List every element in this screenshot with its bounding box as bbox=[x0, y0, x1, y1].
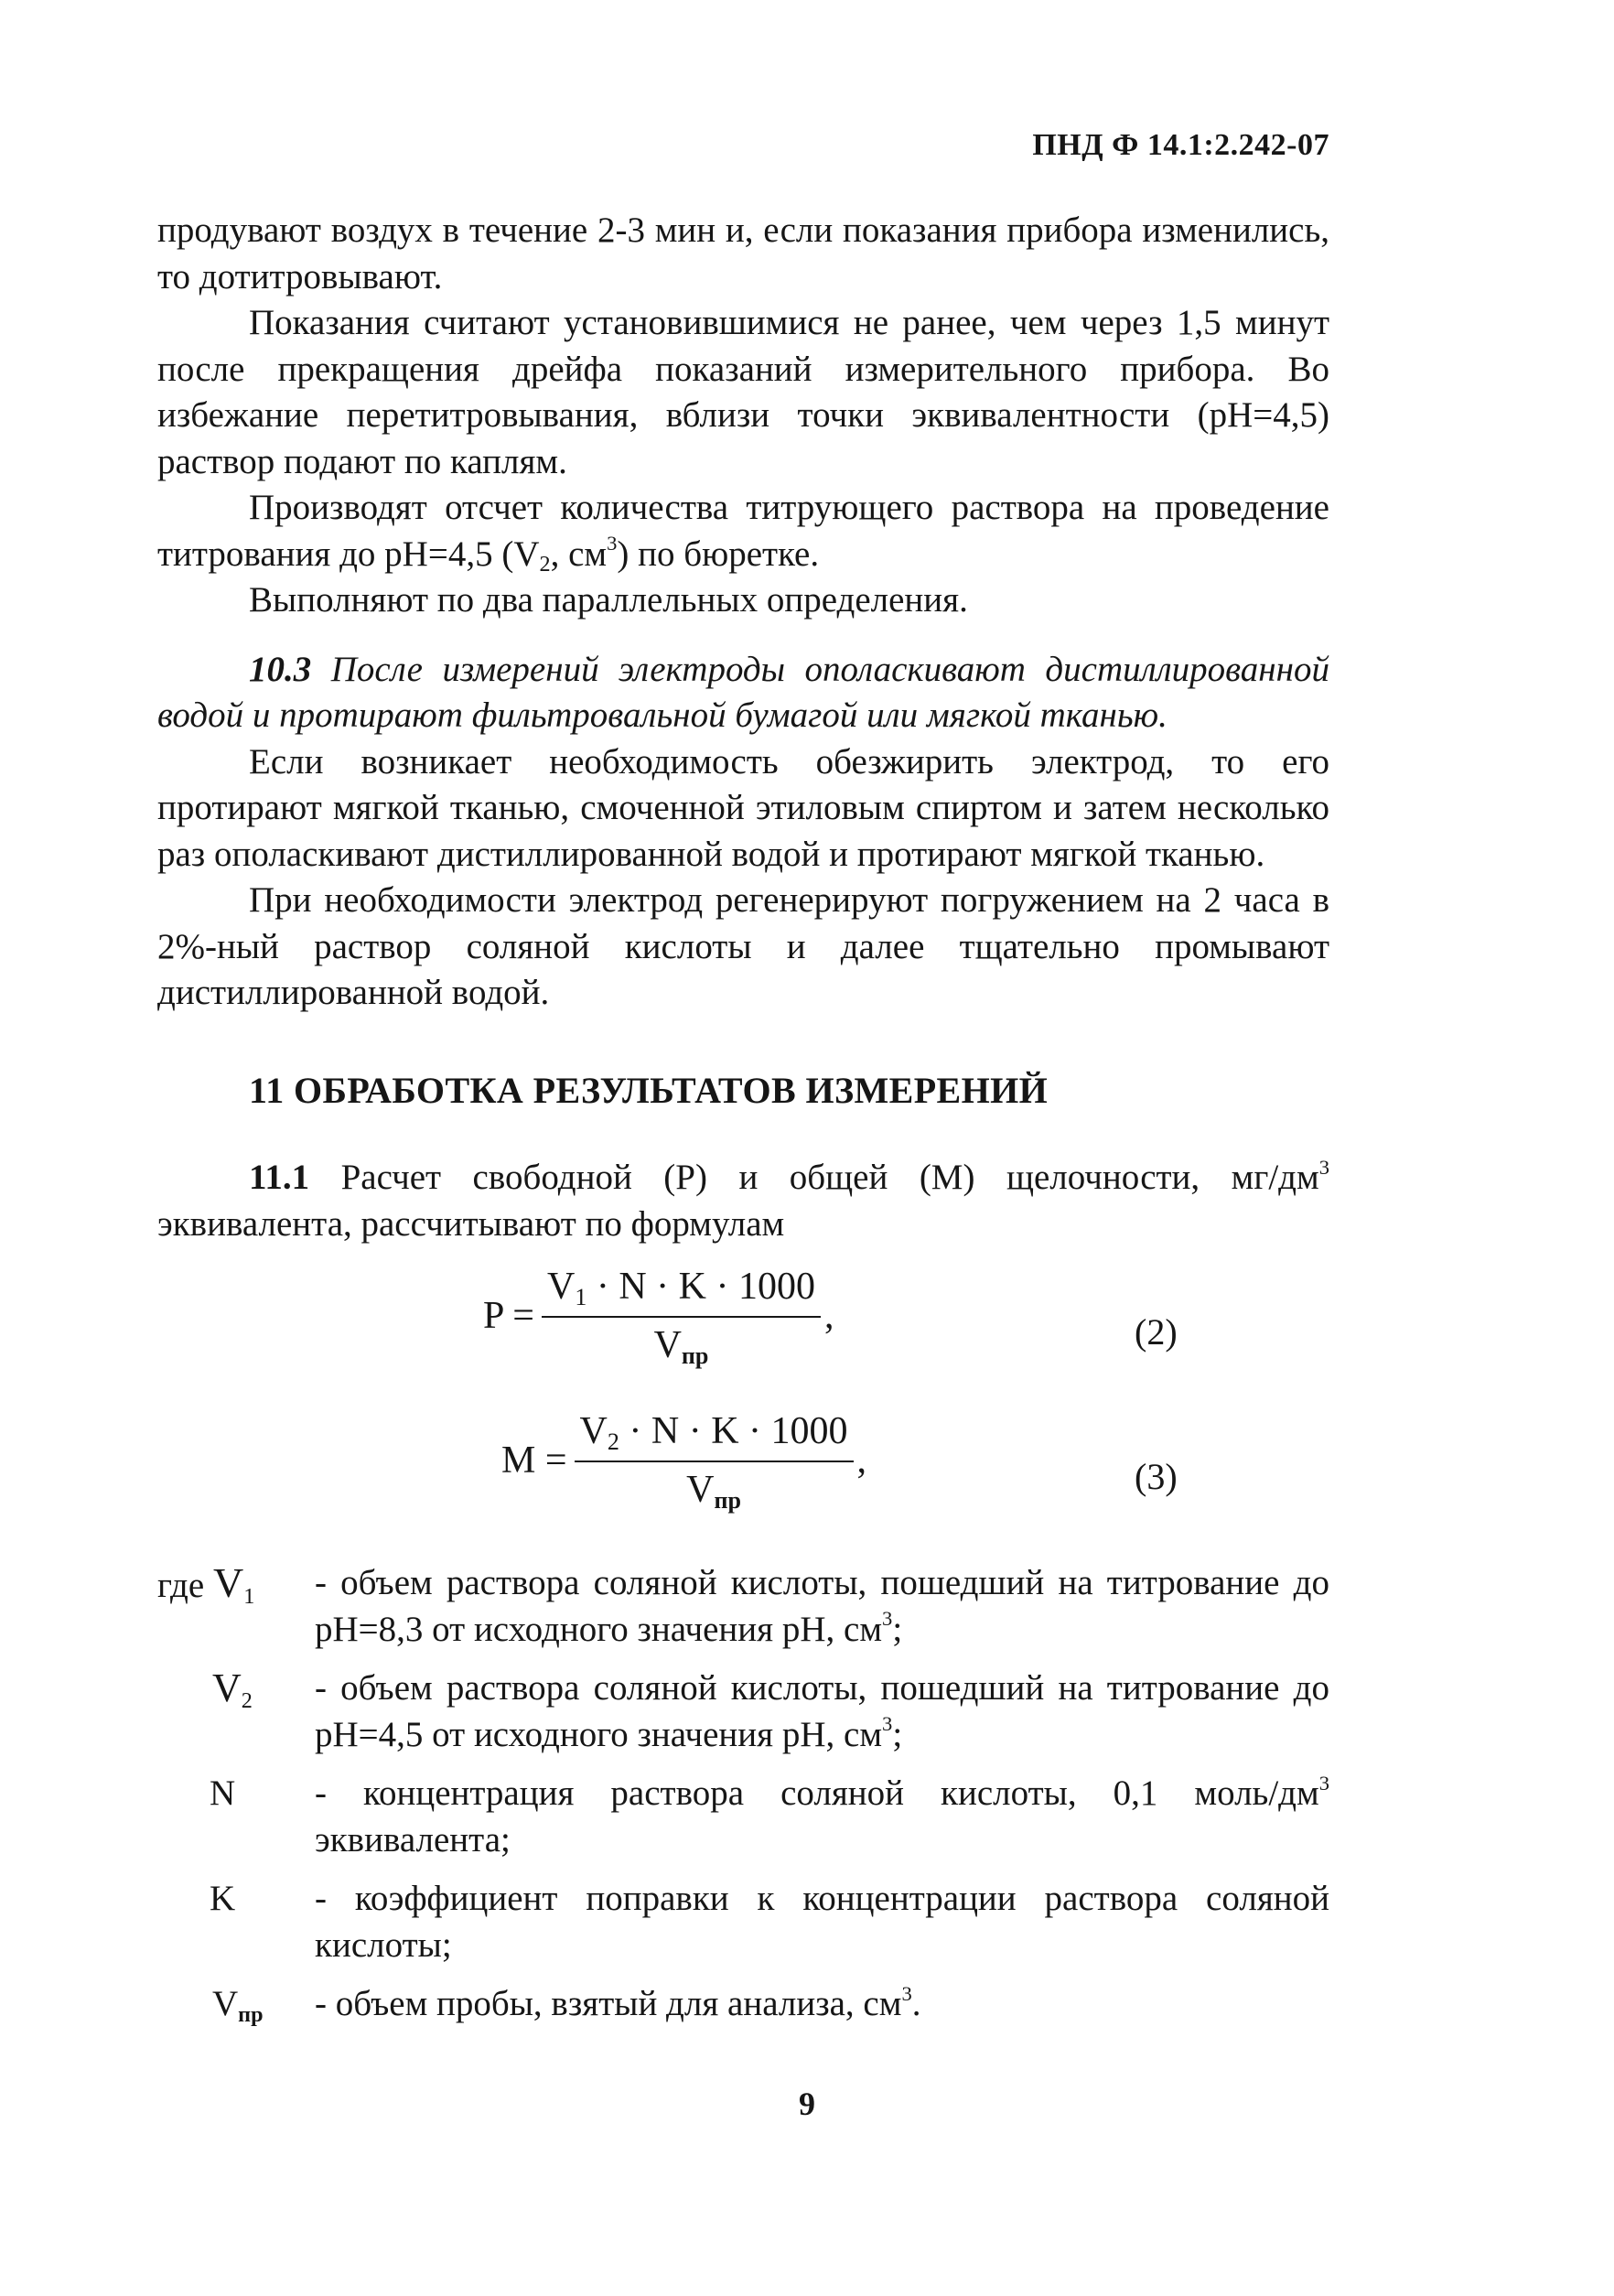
definition-row bbox=[157, 1665, 1329, 1758]
formula-3 bbox=[501, 1409, 866, 1512]
definition-text bbox=[315, 1560, 1329, 1653]
superscript: 3 bbox=[901, 1981, 912, 2005]
subscript: пр bbox=[238, 2001, 264, 2027]
section-title: 11 ОБРАБОТКА РЕЗУЛЬТАТОВ ИЗМЕРЕНИЙ bbox=[249, 1069, 1049, 1111]
text-run: - концентрация раствора соляной кислоты, 0,1 моль/дм bbox=[315, 1773, 1319, 1813]
text-run: , см bbox=[550, 534, 608, 574]
denominator bbox=[686, 1462, 741, 1512]
paragraph-regenerate: При необходимости электрод регенерируют погружением на 2 часа в 2%-ный раствор соляной кислоты и далее тщательно промывают дистиллированной водой. bbox=[157, 880, 1329, 1012]
superscript: 3 bbox=[882, 1607, 893, 1631]
paragraph-11-1 bbox=[157, 1155, 1329, 1247]
fraction bbox=[575, 1409, 854, 1512]
text-run: . bbox=[911, 1984, 921, 2023]
definition-symbol bbox=[157, 1981, 359, 2028]
clause-number: 11.1 bbox=[249, 1158, 310, 1197]
subscript: 1 bbox=[243, 1583, 255, 1609]
var: V bbox=[686, 1469, 715, 1511]
text-run: ) по бюретке. bbox=[617, 534, 820, 574]
subscript: 2 bbox=[539, 552, 551, 577]
definition-text bbox=[315, 1771, 1329, 1863]
text-run: После измерений электроды ополаскивают дистиллированной водой и протирают фильтровальной бумагой или мягкой тканью. bbox=[157, 649, 1329, 735]
text-run: Расчет свободной (Р) и общей (М) щелочности, мг/дм bbox=[309, 1158, 1319, 1197]
clause-number: 10.3 bbox=[249, 649, 312, 689]
text-run: ; bbox=[892, 1714, 903, 1754]
subscript: 2 bbox=[241, 1687, 253, 1713]
definition-text bbox=[315, 1876, 1329, 1968]
body-text bbox=[157, 208, 1329, 1247]
text-run: эквивалента; bbox=[315, 1819, 511, 1859]
subscript: 2 bbox=[607, 1428, 619, 1456]
var: V bbox=[653, 1324, 682, 1366]
symbol: V bbox=[212, 1984, 239, 2023]
page-number: 9 bbox=[799, 2086, 815, 2122]
denominator bbox=[653, 1318, 709, 1370]
symbol: V bbox=[212, 1665, 242, 1710]
symbol: V bbox=[212, 1559, 244, 1606]
numerator bbox=[575, 1409, 854, 1462]
where-word: где bbox=[157, 1566, 205, 1605]
definition-row bbox=[157, 1876, 1329, 1968]
definition-symbol bbox=[157, 1876, 356, 1923]
definition-symbol bbox=[157, 1560, 304, 1610]
paragraph-titrant-count bbox=[157, 485, 1329, 577]
text-run: - коэффициент поправки к концентрации раствора соляной кислоты; bbox=[315, 1879, 1329, 1965]
definition-row bbox=[157, 1771, 1329, 1863]
fraction bbox=[542, 1265, 821, 1370]
text-run: - объем раствора соляной кислоты, пошедший на титрование до рН=8,3 от исходного значения рН, см bbox=[315, 1563, 1329, 1649]
superscript: 3 bbox=[1318, 1155, 1329, 1179]
paragraph-10-3 bbox=[157, 647, 1329, 739]
paragraph-continuation: продувают воздух в течение 2-3 мин и, если показания прибора изменились, то дотитровывают. bbox=[157, 210, 1329, 296]
numerator bbox=[542, 1265, 821, 1318]
text-run: эквивалента, рассчитывают по формулам bbox=[157, 1203, 785, 1244]
comma: , bbox=[856, 1439, 867, 1482]
paragraph-parallel: Выполняют по два параллельных определения. bbox=[249, 580, 968, 620]
symbol: N bbox=[210, 1773, 236, 1813]
superscript: 3 bbox=[607, 532, 618, 555]
definition-symbol bbox=[157, 1665, 359, 1714]
paragraph-degrease: Если возникает необходимость обезжирить электрод, то его протирают мягкой тканью, смоченной этиловым спиртом и затем несколько раз ополаскивают дистиллированной водой и протирают мягкой тканью. bbox=[157, 741, 1329, 874]
subscript: 1 bbox=[575, 1284, 587, 1311]
formula-lhs: M = bbox=[501, 1439, 567, 1482]
subscript: пр bbox=[681, 1342, 709, 1370]
definition-text bbox=[315, 1665, 1329, 1758]
definitions-list bbox=[157, 1560, 1329, 2028]
equation-number: (2) bbox=[1135, 1311, 1178, 1353]
text-run: · N · K · 1000 bbox=[586, 1266, 815, 1308]
paragraph-readings: Показания считают установившимися не ранее, чем через 1,5 минут после прекращения дрейфа показаний измерительного прибора. Во избежание перетитровывания, вблизи точки эквивалентности (рН=4,5) раствор подают по каплям. bbox=[157, 303, 1329, 481]
text-run: - объем раствора соляной кислоты, пошедший на титрование до рН=4,5 от исходного значения рН, см bbox=[315, 1668, 1329, 1754]
text-run: - объем пробы, взятый для анализа, см bbox=[315, 1984, 902, 2023]
definition-row bbox=[157, 1560, 1329, 1653]
var: V bbox=[579, 1410, 608, 1452]
subscript: пр bbox=[714, 1487, 741, 1514]
comma: , bbox=[823, 1295, 834, 1337]
symbol: K bbox=[210, 1879, 236, 1918]
text-run: ; bbox=[892, 1609, 903, 1649]
superscript: 3 bbox=[1318, 1771, 1329, 1795]
var: V bbox=[547, 1266, 576, 1308]
formula-lhs: P = bbox=[483, 1295, 534, 1337]
definition-row bbox=[157, 1981, 1329, 2028]
document-code-header: ПНД Ф 14.1:2.242-07 bbox=[1032, 128, 1329, 162]
equation-number: (3) bbox=[1135, 1456, 1178, 1497]
formula-2 bbox=[483, 1265, 834, 1370]
definition-text bbox=[315, 1981, 1329, 2028]
definition-symbol bbox=[157, 1771, 356, 1817]
text-run: · N · K · 1000 bbox=[619, 1410, 848, 1452]
superscript: 3 bbox=[882, 1712, 893, 1736]
text-run: Производят отсчет количества титрующего раствора на проведение титрования до рН=4,5 (V bbox=[157, 488, 1329, 574]
